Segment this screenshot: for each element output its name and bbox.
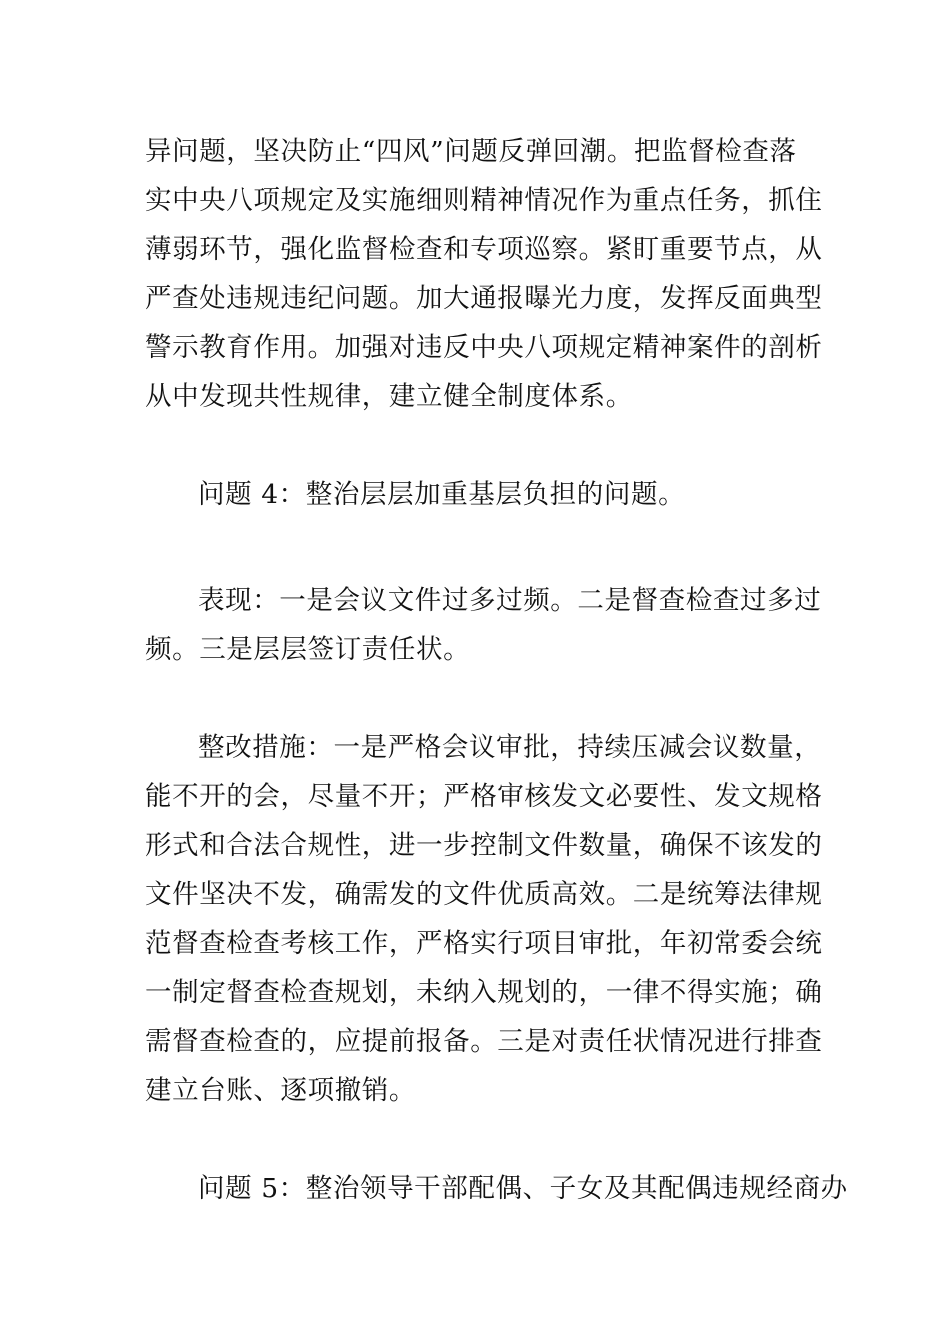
manifestation-line: 频。三是层层签订责任状。: [145, 634, 471, 665]
measures-line: 建立台账、逐项撤销。: [145, 1075, 416, 1106]
paragraph-line: 严查处违规违纪问题。加大通报曝光力度，发挥反面典型: [145, 283, 823, 314]
paragraph-line: 异问题，坚决防止“四风”问题反弹回潮。把监督检查落: [145, 136, 797, 167]
measures-line: 范督查检查考核工作，严格实行项目审批，年初常委会统: [145, 928, 823, 959]
problem-4-heading: 问题 4：整治层层加重基层负担的问题。: [198, 479, 686, 510]
problem-5-heading: 问题 5：整治领导干部配偶、子女及其配偶违规经商办: [198, 1173, 848, 1204]
measures-line: 能不开的会，尽量不开；严格审核发文必要性、发文规格: [145, 781, 823, 812]
measures-line: 整改措施：一是严格会议审批，持续压减会议数量，: [198, 732, 822, 763]
paragraph-line: 实中央八项规定及实施细则精神情况作为重点任务，抓住: [145, 185, 823, 216]
paragraph-line: 薄弱环节，强化监督检查和专项巡察。紧盯重要节点，从: [145, 234, 823, 265]
measures-line: 需督查检查的，应提前报备。三是对责任状情况进行排查: [145, 1026, 823, 1057]
manifestation-line: 表现：一是会议文件过多过频。二是督查检查过多过: [198, 585, 822, 616]
measures-line: 形式和合法合规性，进一步控制文件数量，确保不该发的: [145, 830, 823, 861]
paragraph-line: 警示教育作用。加强对违反中央八项规定精神案件的剖析: [145, 332, 823, 363]
measures-line: 一制定督查检查规划，未纳入规划的，一律不得实施；确: [145, 977, 823, 1008]
measures-line: 文件坚决不发，确需发的文件优质高效。二是统筹法律规: [145, 879, 823, 910]
paragraph-line: 从中发现共性规律，建立健全制度体系。: [145, 381, 633, 412]
